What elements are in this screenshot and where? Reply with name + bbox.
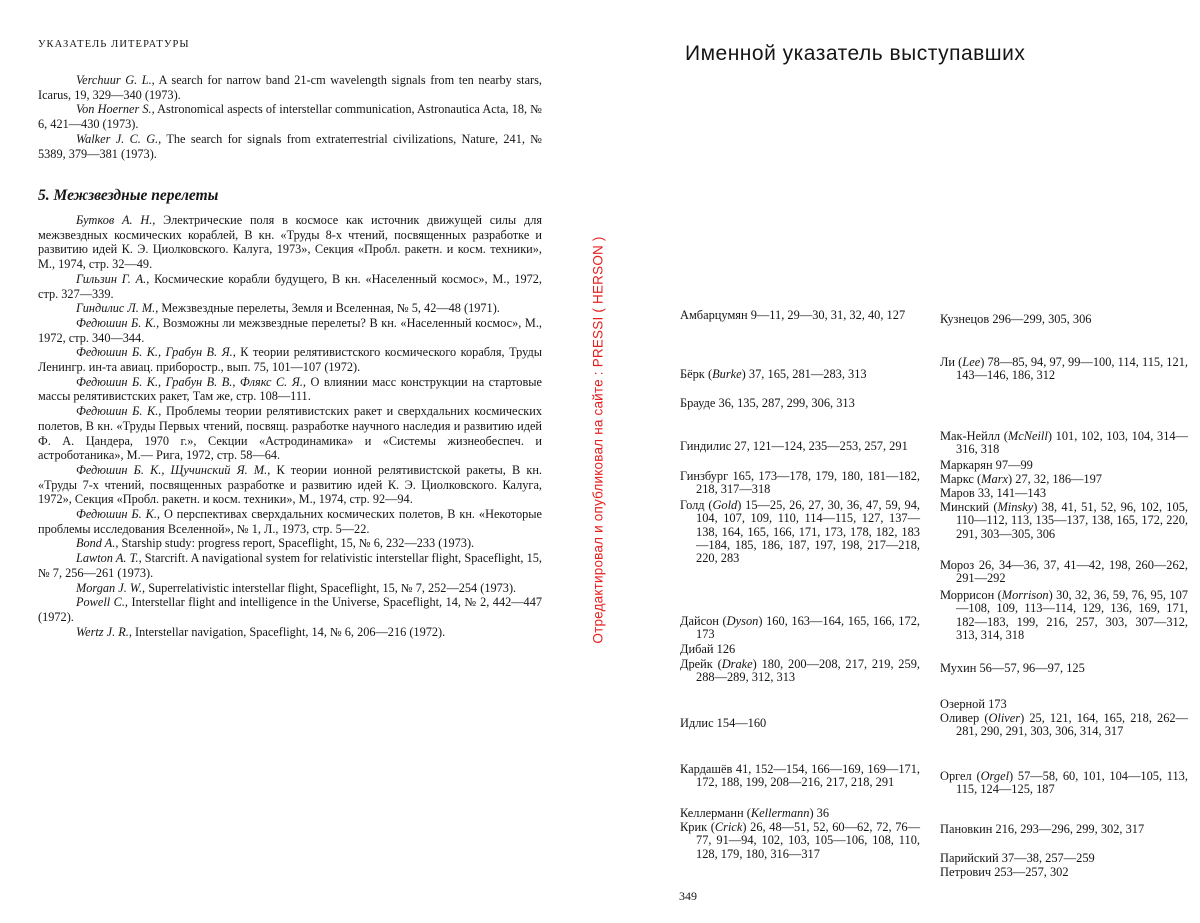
index-entry: Амбарцумян 9—11, 29—30, 31, 32, 40, 127 — [680, 308, 906, 322]
index-entry: Идлис 154—160 — [680, 716, 767, 730]
reference-entry: Федюшин Б. К., Грабун В. Я., К теории релятивистского космического корабля, Труды Ленингр. ин-та авиац. приборостр., вып. 75, 101—107 (1972). — [38, 345, 542, 375]
reference-entry: Von Hoerner S., Astronomical aspects of interstellar communication, Astronautica Acta, 18, № 6, 421—430 (1973). — [38, 102, 542, 132]
index-entry: Минский (Minsky) 38, 41, 51, 52, 96, 102, 105, 110—112, 113, 135—137, 138, 165, 172, 220, 291, 303—305, 306 — [940, 500, 1188, 541]
reference-list-section — [38, 213, 542, 639]
index-entry: Мороз 26, 34—36, 37, 41—42, 198, 260—262, 291—292 — [940, 558, 1188, 586]
index-entry: Голд (Gold) 15—25, 26, 27, 30, 36, 47, 59, 94, 104, 107, 109, 110, 114—115, 127, 137—138, 164, 165, 166, 171, 173, 178, 182, 183—184, 185, 186, 187, 197, 198, 217—218, 220, 283 — [680, 498, 920, 566]
index-entry: Гинзбург 165, 173—178, 179, 180, 181—182, 218, 317—318 — [680, 469, 920, 497]
reference-entry: Федюшин Б. К., Грабун В. В., Флякс С. Я., О влиянии масс конструкции на стартовые массы релятивистских ракет, Там же, стр. 108—111. — [38, 374, 542, 404]
index-entry: Ли (Lee) 78—85, 94, 97, 99—100, 114, 115, 121, 143—146, 186, 312 — [940, 355, 1188, 383]
reference-entry: Bond A., Starship study: progress report, Spaceflight, 15, № 6, 232—233 (1973). — [76, 536, 475, 551]
index-entry: Оливер (Oliver) 25, 121, 164, 165, 218, 262—281, 290, 291, 303, 306, 314, 317 — [940, 711, 1188, 739]
reference-entry: Verchuur G. L., A search for narrow band 21-cm wavelength signals from ten nearby stars, Icarus, 19, 329—340 (1973). — [38, 73, 542, 102]
reference-entry: Федюшин Б. К., Проблемы теории релятивистских ракет и сверхдальних космических полетов, В кн. «Труды Первых чтений, посвящ. разработке научного наследия и развитию идей Ф. А. Цандера, 1970 г.», Секции «Астродинамика» и «Системы жизнеобеспеч. и астроботаника», М.— Рига, 1972, стр. 58—64. — [38, 404, 542, 463]
reference-entry: Федюшин Б. К., О перспективах сверхдальних космических полетов, В кн. «Некоторые проблемы исследования Вселенной», № 1, Л., 1973, стр. 5—22. — [38, 507, 542, 536]
reference-entry: Бутков А. Н., Электрические поля в космосе как источник движущей силы для межзвездных космических кораблей, В кн. «Труды 8-х чтений, посвященных разработке и развитию идей К. Э. Циолковского. Калуга, 1973», Секция «Пробл. ракетн. и косм. техники», М., 1974, стр. 32—49. — [38, 213, 542, 272]
index-entry: Брауде 36, 135, 287, 299, 306, 313 — [680, 396, 855, 410]
index-entry: Дрейк (Drake) 180, 200—208, 217, 219, 259, 288—289, 312, 313 — [680, 657, 920, 685]
index-entry: Пановкин 216, 293—296, 299, 302, 317 — [940, 822, 1145, 836]
reference-entry: Федюшин Б. К., Щучинский Я. М., К теории ионной релятивистской ракеты, В кн. «Труды 7-х чтений, посвященных разработке и развитию идей К. Э. Циолковского. Калуга, 1972», Секция «Пробл. ракетн. и косм. техники», М., 1974, стр. 92—94. — [38, 462, 542, 507]
reference-entry: Wertz J. R., Interstellar navigation, Spaceflight, 14, № 6, 206—216 (1972). — [76, 624, 446, 639]
reference-entry: Lawton A. T., Starcrift. A navigational system for relativistic interstellar flight, Spaceflight, 15, № 7, 256—261 (1973). — [38, 551, 542, 580]
index-entry: Кузнецов 296—299, 305, 306 — [940, 312, 1092, 326]
index-entry: Петрович 253—257, 302 — [940, 865, 1069, 879]
index-entry: Бёрк (Burke) 37, 165, 281—283, 313 — [680, 367, 867, 381]
index-entry: Дибай 126 — [680, 642, 736, 656]
index-entry: Мухин 56—57, 96—97, 125 — [940, 661, 1085, 675]
index-entry: Озерной 173 — [940, 697, 1007, 711]
page-number: 349 — [679, 889, 697, 903]
editor-watermark-note: Отредактировал и опубликовал на сайте : PRESSI ( HERSON ) — [590, 236, 606, 644]
index-entry: Маркарян 97—99 — [940, 458, 1033, 472]
index-entry: Гиндилис 27, 121—124, 235—253, 257, 291 — [680, 439, 908, 453]
index-entry: Келлерманн (Kellermann) 36 — [680, 806, 830, 820]
index-entry: Маркс (Marx) 27, 32, 186—197 — [940, 472, 1102, 486]
index-entry: Оргел (Orgel) 57—58, 60, 101, 104—105, 113, 115, 124—125, 187 — [940, 769, 1188, 797]
reference-entry: Гильзин Г. А., Космические корабли будущего, В кн. «Населенный космос», М., 1972, стр. 327—339. — [38, 271, 542, 301]
running-head: УКАЗАТЕЛЬ ЛИТЕРАТУРЫ — [38, 39, 190, 50]
reference-list-top — [38, 73, 542, 161]
index-entry: Моррисон (Morrison) 30, 32, 36, 59, 76, 95, 107—108, 109, 113—114, 129, 136, 169, 171, 182—183, 199, 216, 257, 303, 307—312, 313, 314, 318 — [940, 588, 1188, 642]
index-entry: Кардашёв 41, 152—154, 166—169, 169—171, 172, 188, 199, 208—216, 217, 218, 291 — [680, 762, 920, 790]
index-entry: Мак-Нейлл (McNeill) 101, 102, 103, 104, 314—316, 318 — [940, 429, 1188, 457]
index-entry: Маров 33, 141—143 — [940, 486, 1047, 500]
section-heading: 5. Межзвездные перелеты — [38, 187, 219, 204]
index-entry: Дайсон (Dyson) 160, 163—164, 165, 166, 172, 173 — [680, 614, 920, 642]
index-entry: Парийский 37—38, 257—259 — [940, 851, 1095, 865]
index-entry: Крик (Crick) 26, 48—51, 52, 60—62, 72, 76—77, 91—94, 102, 103, 105—106, 108, 110, 128, 179, 180, 316—317 — [680, 820, 920, 861]
left-page — [0, 0, 596, 923]
reference-entry: Morgan J. W., Superrelativistic interstellar flight, Spaceflight, 15, № 7, 252—254 (1973). — [76, 580, 517, 595]
reference-entry: Гиндилис Л. М., Межзвездные перелеты, Земля и Вселенная, № 5, 42—48 (1971). — [76, 301, 500, 316]
reference-entry: Федюшин Б. К., Возможны ли межзвездные перелеты? В кн. «Населенный космос», М., 1972, стр. 340—344. — [38, 315, 542, 345]
index-title: Именной указатель выступавших — [685, 42, 1026, 65]
reference-entry: Powell C., Interstellar flight and intelligence in the Universe, Spaceflight, 14, № 2, 442—447 (1972). — [38, 595, 542, 624]
right-page — [600, 0, 1200, 923]
reference-entry: Walker J. C. G., The search for signals from extraterrestrial civilizations, Nature, 241, № 5389, 379—381 (1973). — [38, 131, 542, 161]
